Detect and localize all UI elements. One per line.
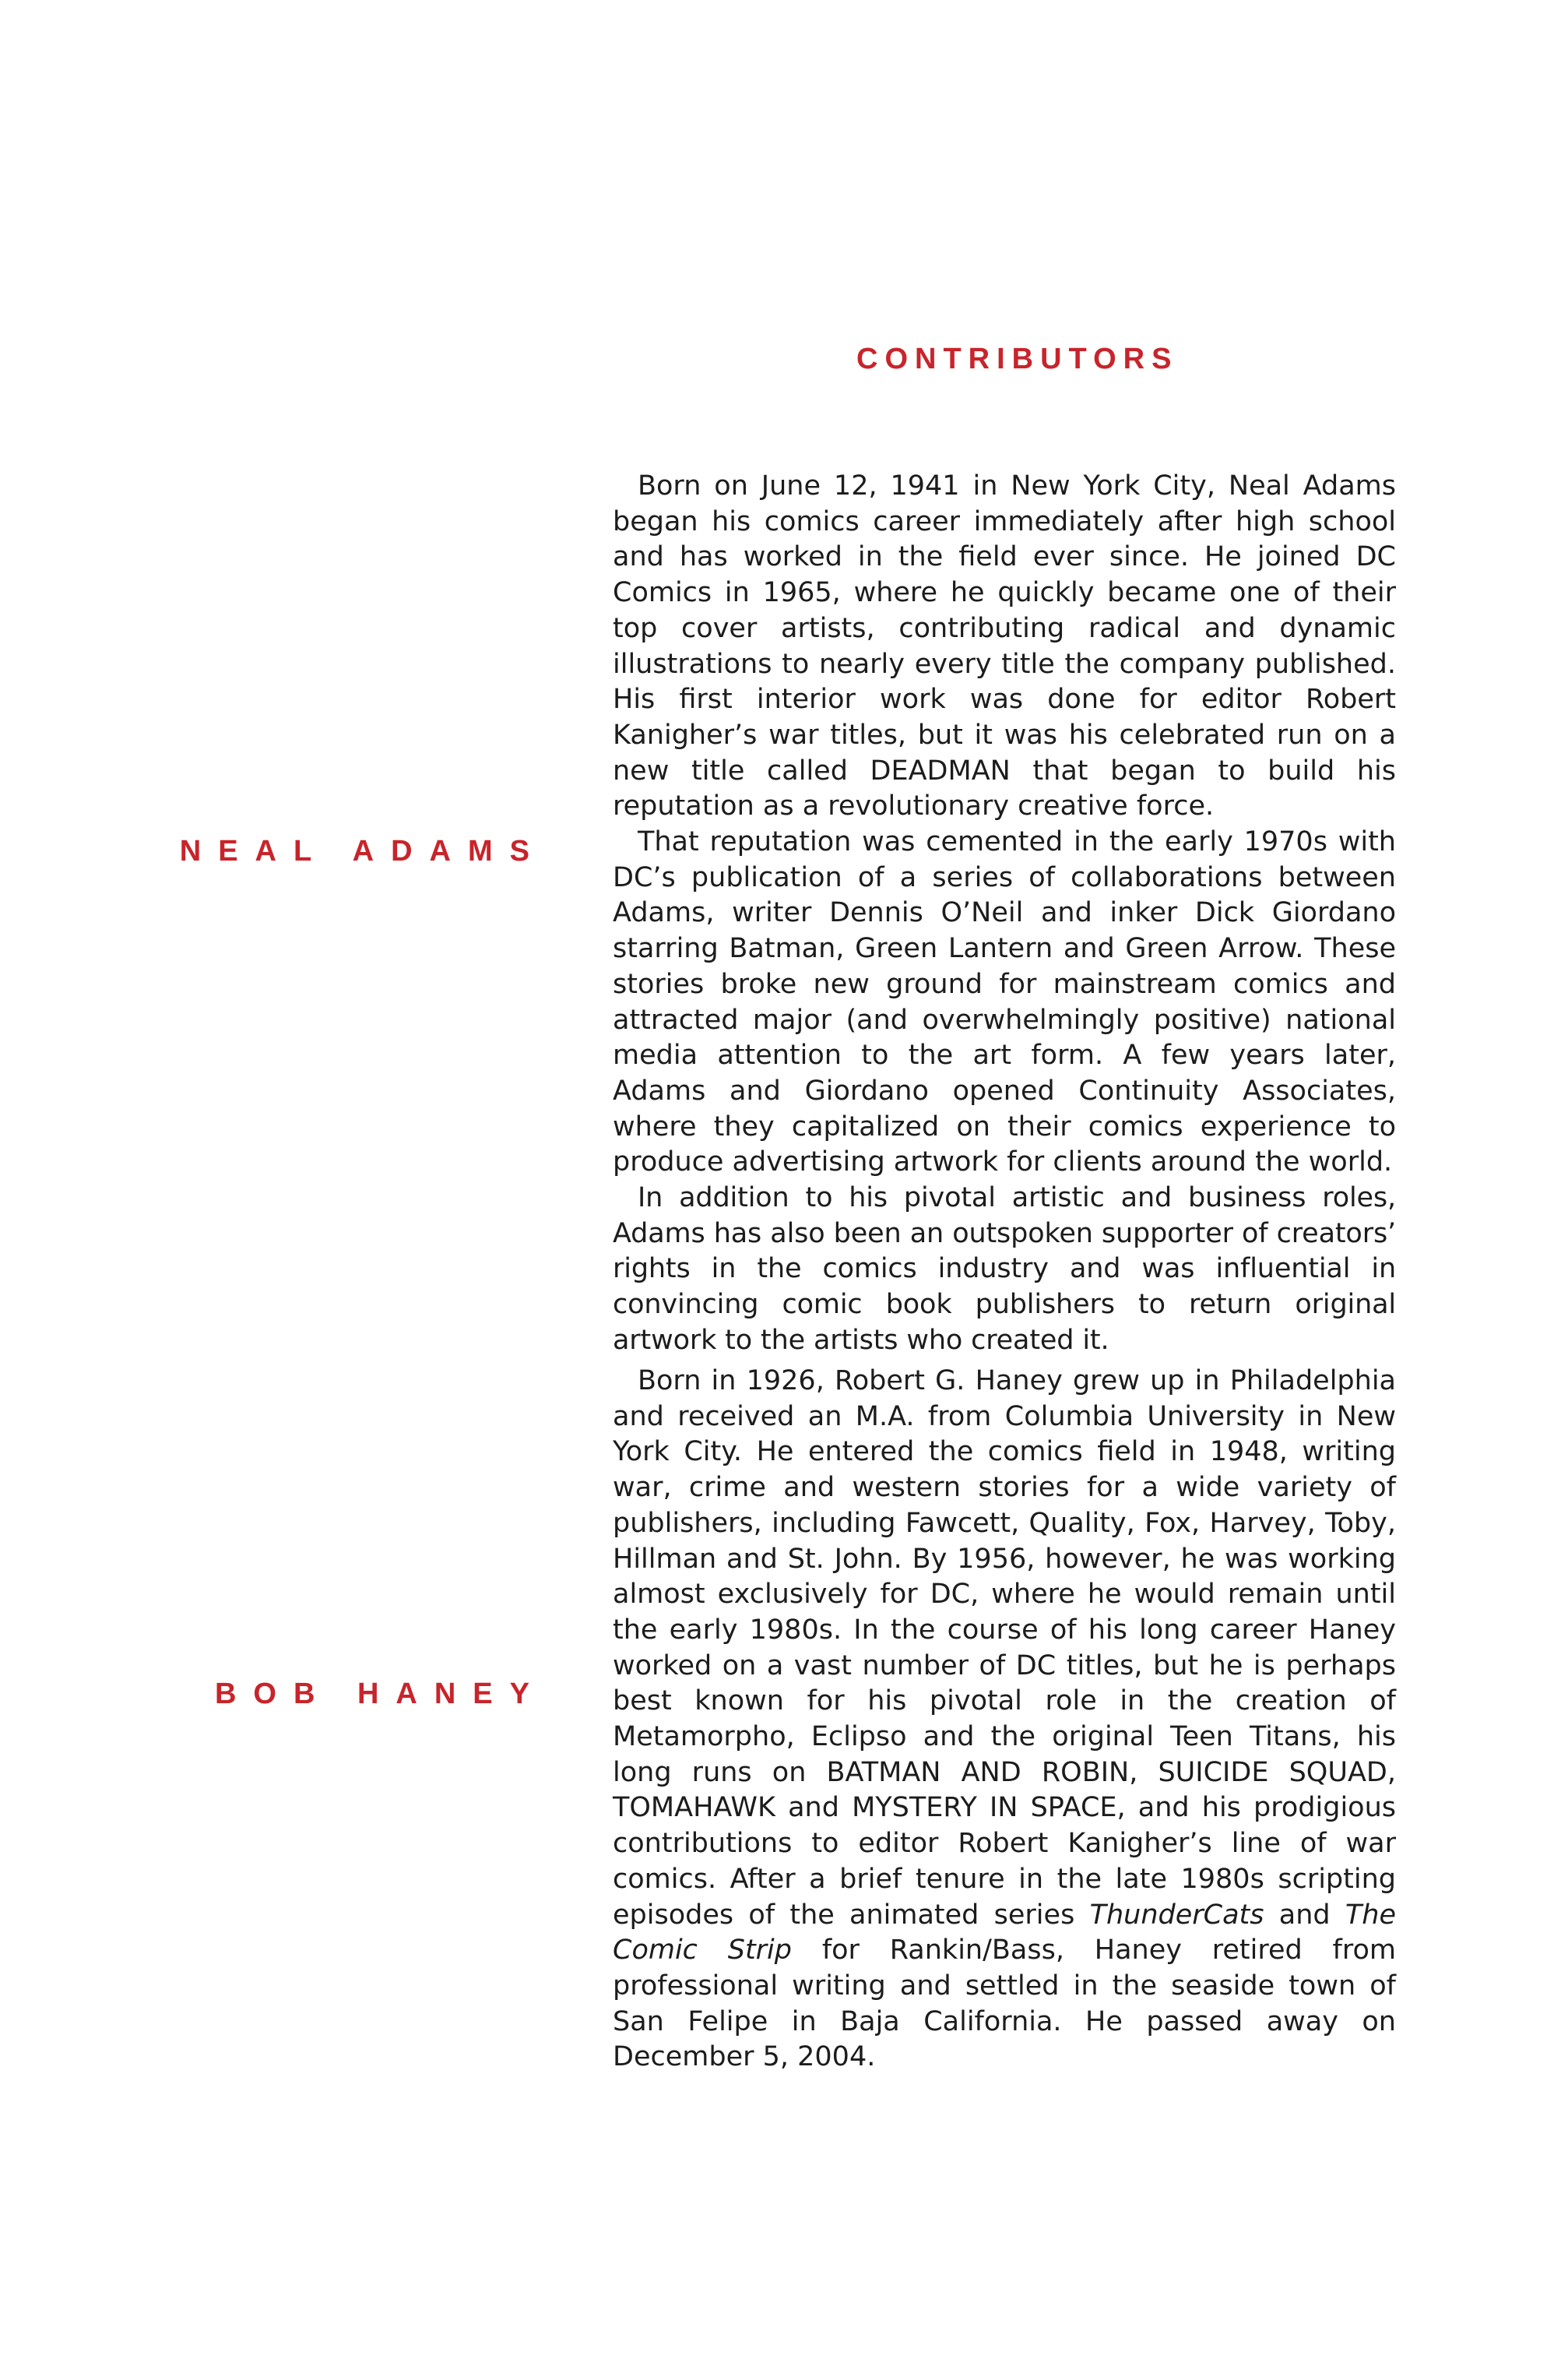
series-title: ThunderCats — [1089, 1899, 1264, 1931]
bio-paragraph: That reputation was cemented in the early 1970s with DC’s publication of a series of collaborations between Adams, writer Dennis O’Neil and inker Dick Giordano starring Batman, Green Lantern and Green Arrow. These stories broke new ground for mainstream comics and attracted major (and overwhelmingly positive) national media attention to the art form. A few years later, Adams and Giordano opened Continuity Associates, where they capitalized on their comics experience to produce advertising artwork for clients around the world. — [613, 826, 1396, 1178]
bio-text: and — [1278, 1899, 1331, 1931]
bio-text: for Rankin/Bass, Haney retired from professional writing and settled in the seaside town of San Felipe in Baja California. He passed away on December 5, 2004. — [613, 1935, 1396, 2073]
contributor-name: BOB HANEY — [214, 1678, 547, 1710]
bio-paragraph: In addition to his pivotal artistic and business roles, Adams has also been an outspoken supporter of creators’ rights in the comics industry and was influential in convincing comic book publishers to return original artwork to the artists who created it. — [613, 1182, 1396, 1356]
bio-paragraph: Born on June 12, 1941 in New York City, Neal Adams began his comics career immediately after high school and has worked in the field ever since. He joined DC Comics in 1965, where he quickly became one of their top cover artists, contributing radical and dynamic illustrations to nearly every title the company published. His first interior work was done for editor Robert Kanigher’s war titles, but it was his celebrated run on a new title called DEADMAN that began to build his reputation as a revolutionary creative force. — [613, 470, 1396, 822]
bio-paragraph — [613, 1364, 1396, 2075]
contributor-name: NEAL ADAMS — [179, 835, 547, 868]
contributor-bio — [613, 469, 1396, 1359]
page-title: CONTRIBUTORS — [856, 343, 1179, 375]
bio-text: Born in 1926, Robert G. Haney grew up in Philadelphia and received an M.A. from Columbia University in New York City. He entered the comics field in 1948, writing war, crime and western stories for a wide variety of publishers, including Fawcett, Quality, Fox, Harvey, Toby, Hillman and St. John. By 1956, however, he was working almost exclusively for DC, where he would remain until the early 1980s. In the course of his long career Haney worked on a vast number of DC titles, but he is perhaps best known for his pivotal role in the creation of Metamorpho, Eclipso and the original Teen Titans, his long runs on BATMAN AND ROBIN, SUICIDE SQUAD, TOMAHAWK and MYSTERY IN SPACE, and his prodigious contributions to editor Robert Kanigher’s line of war comics. After a brief tenure in the late 1980s scripting episodes of the animated series — [613, 1365, 1396, 1931]
series-title: The Comic Strip — [613, 1899, 1396, 1966]
contributor-bio — [613, 1364, 1396, 2075]
